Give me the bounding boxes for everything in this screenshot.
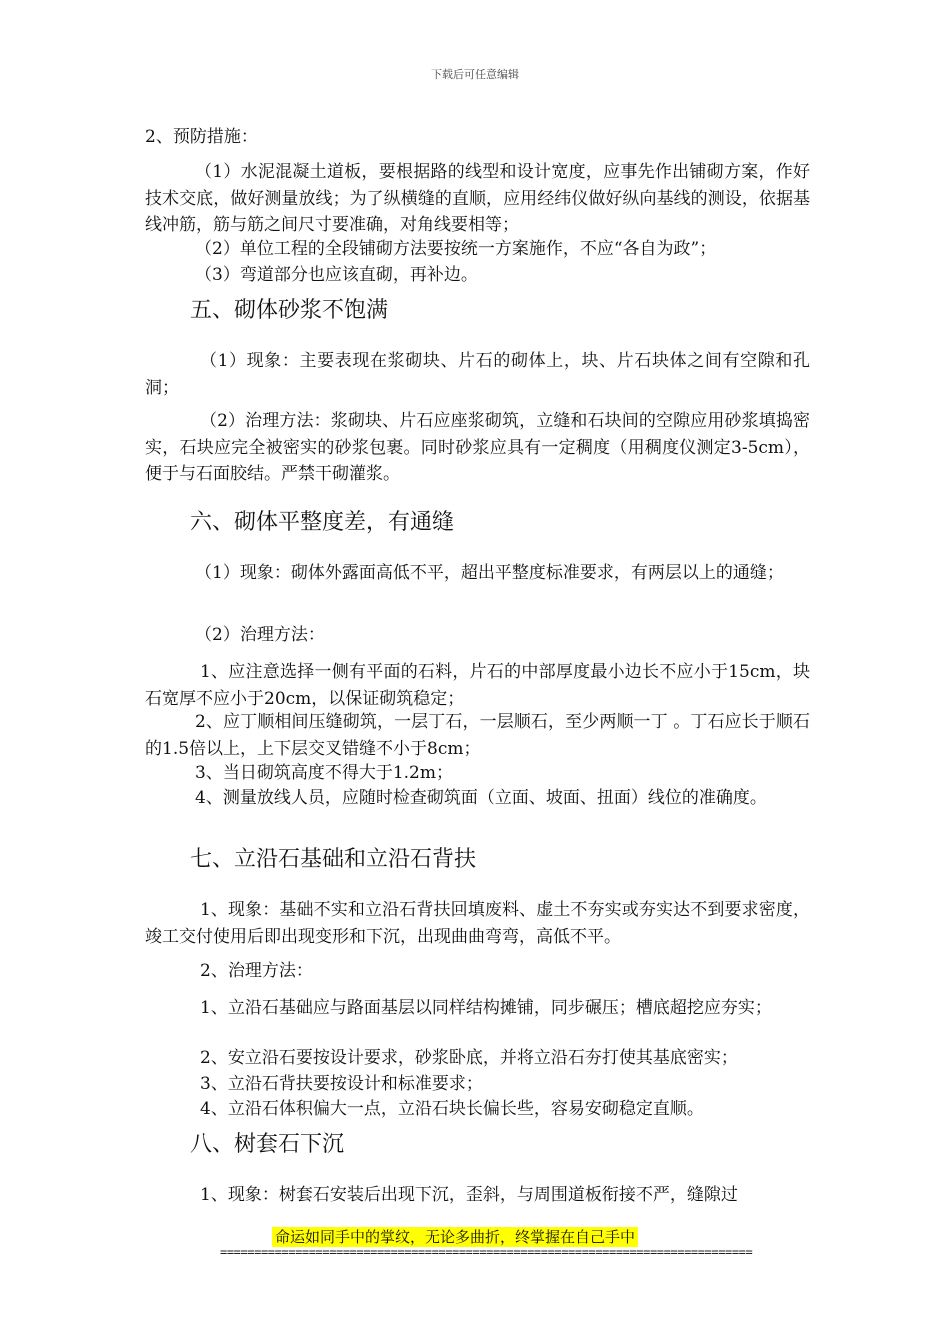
section-heading: 八、树套石下沉: [190, 1132, 345, 1157]
paragraph: （2）单位工程的全段铺砌方法要按统一方案施作，不应“各自为政”；: [195, 239, 717, 259]
paragraph: （3）弯道部分也应该直砌，再补边。: [195, 265, 478, 285]
paragraph: （1）现象：主要表现在浆砌块、片石的砌体上，块、片石块体之间有空隙和孔洞；: [145, 351, 810, 398]
paragraph: 2、应丁顺相间压缝砌筑，一层丁石，一层顺石，至少两顺一丁 。丁石应长于顺石的1.5倍以上，上下层交叉错缝不小于8cm；: [145, 712, 810, 759]
section-heading: 七、立沿石基础和立沿石背扶: [190, 847, 477, 872]
paragraph: 2、治理方法：: [200, 961, 313, 981]
paragraph: （1）水泥混凝土道板，要根据路的线型和设计宽度，应事先作出铺砌方案，作好技术交底，做好测量放线；为了纵横缝的直顺，应用经纬仪做好纵向基线的测设，依据基线冲筋，筋与筋之间尺寸要准确，对角线要相等；: [145, 162, 810, 235]
paragraph: 2、预防措施：: [145, 127, 258, 147]
paragraph: （2）治理方法：: [195, 625, 325, 645]
footer-divider: ==============================================================================: [220, 1245, 753, 1259]
section-heading: 六、砌体平整度差，有通缝: [190, 510, 455, 535]
page-header: 下载后可任意编辑: [431, 68, 519, 81]
footer-motto: 命运如同手中的掌纹，无论多曲折，终掌握在自己手中: [272, 1227, 638, 1247]
section-heading: 五、砌体砂浆不饱满: [190, 298, 389, 323]
paragraph: 1、现象：基础不实和立沿石背扶回填废料、虚土不夯实或夯实达不到要求密度，竣工交付使用后即出现变形和下沉，出现曲曲弯弯，高低不平。: [145, 900, 810, 947]
paragraph: 1、应注意选择一侧有平面的石料，片石的中部厚度最小边长不应小于15cm，块石宽厚不应小于20cm，以保证砌筑稳定；: [145, 662, 810, 709]
paragraph: （2）治理方法：浆砌块、片石应座浆砌筑，立缝和石块间的空隙应用砂浆填捣密实，石块应完全被密实的砂浆包裹。同时砂浆应具有一定稠度（用稠度仪测定3-5cm），便于与石面胶结。严禁干砌灌浆。: [145, 411, 810, 484]
paragraph: 2、安立沿石要按设计要求，砂浆卧底，并将立沿石夯打使其基底密实；: [200, 1048, 738, 1068]
paragraph: 4、测量放线人员，应随时检查砌筑面（立面、坡面、扭面）线位的准确度。: [195, 788, 767, 808]
paragraph: （1）现象：砌体外露面高低不平，超出平整度标准要求，有两层以上的通缝；: [195, 563, 784, 583]
paragraph: 1、立沿石基础应与路面基层以同样结构摊铺，同步碾压；槽底超挖应夯实；: [200, 998, 772, 1018]
paragraph: 3、立沿石背扶要按设计和标准要求；: [200, 1074, 483, 1094]
paragraph: 1、现象：树套石安装后出现下沉，歪斜，与周围道板衔接不严，缝隙过: [200, 1185, 738, 1205]
paragraph: 3、当日砌筑高度不得大于1.2m；: [195, 763, 453, 783]
paragraph: 4、立沿石体积偏大一点，立沿石块长偏长些，容易安砌稳定直顺。: [200, 1099, 704, 1119]
